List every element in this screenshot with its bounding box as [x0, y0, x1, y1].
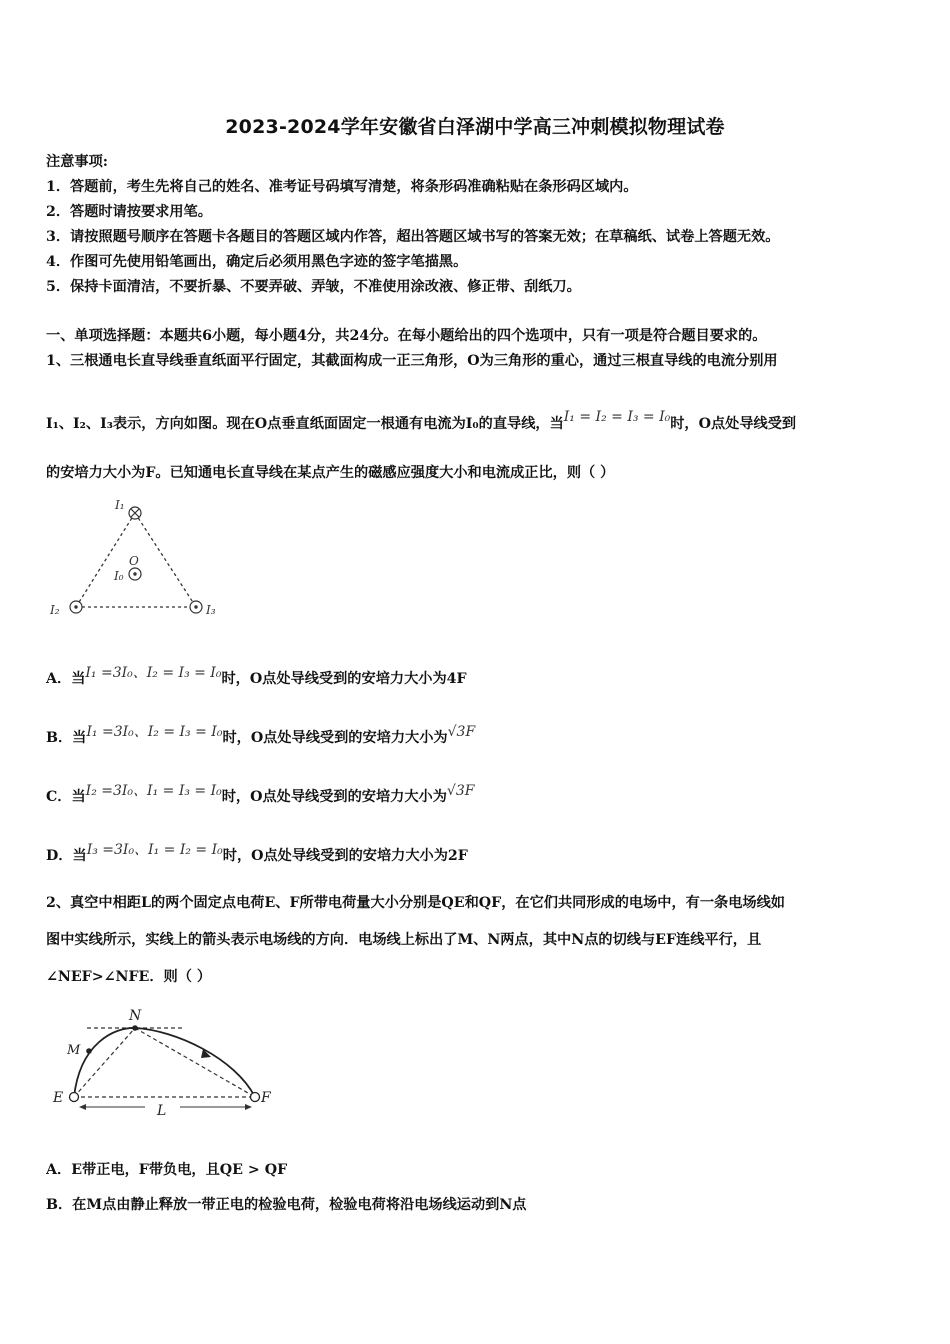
- q1-line-2: [46, 409, 797, 433]
- arrowhead-left-icon: [79, 1104, 86, 1110]
- notice-heading: 注意事项:: [46, 154, 108, 170]
- q1-line-3: 的安培力大小为F。已知通电长直导线在某点产生的磁感应强度大小和电流成正比，则（ ）: [46, 465, 615, 481]
- option-answer-math: √3F: [446, 783, 475, 799]
- q1-line-2-text-a: I₁、I₂、I₃表示，方向如图。现在O点垂直纸面固定一根通有电流为I₀的直导线，当: [46, 416, 564, 432]
- option-label: B．当: [46, 730, 87, 746]
- point-n: [132, 1025, 138, 1031]
- q1-triangle-figure: [40, 495, 230, 625]
- line-nf: [135, 1028, 255, 1097]
- label-o: O: [129, 554, 139, 568]
- label-l: L: [157, 1103, 167, 1119]
- label-m: M: [67, 1043, 81, 1058]
- charge-e: [70, 1093, 79, 1102]
- charge-f: [251, 1093, 260, 1102]
- label-n: N: [129, 1008, 142, 1024]
- q2-option-b: B．在M点由静止释放一带正电的检验电荷，检验电荷将沿电场线运动到N点: [46, 1197, 527, 1213]
- page-title: 2023-2024学年安徽省白泽湖中学高三冲刺模拟物理试卷: [225, 116, 725, 138]
- section-heading: 一、单项选择题：本题共6小题，每小题4分，共24分。在每小题给出的四个选项中，只有一项是符合题目要求的。: [46, 328, 767, 344]
- option-math: I₂ =3I₀、I₁ = I₃ = I₀: [85, 783, 222, 799]
- option-label: A．当: [46, 671, 86, 687]
- wire-i0-out-of-page-icon: [129, 568, 141, 580]
- notice-item-4: 4．作图可先使用铅笔画出，确定后必须用黑色字迹的签字笔描黑。: [46, 254, 468, 270]
- option-math: I₁ =3I₀、I₂ = I₃ = I₀: [85, 665, 222, 681]
- q2-option-a: A．E带正电，F带负电，且QE > QF: [46, 1162, 288, 1178]
- notice-item-3: 3．请按照题号顺序在答题卡各题目的答题区域内作答，超出答题区域书写的答案无效；在草稿纸、试卷上答题无效。: [46, 229, 780, 245]
- notice-item-5: 5．保持卡面清洁，不要折暴、不要弄破、弄皱，不准使用涂改液、修正带、刮纸刀。: [46, 279, 581, 295]
- label-i3: I₃: [206, 603, 216, 617]
- option-text: 时，O点处导线受到的安培力大小为: [221, 789, 447, 805]
- wire-i1-into-page-icon: [129, 507, 141, 519]
- q1-option-b: [46, 724, 476, 747]
- q1-option-d: [46, 842, 468, 865]
- wire-i3-out-of-page-icon: [190, 601, 202, 613]
- point-m: [86, 1048, 92, 1054]
- label-f: F: [261, 1090, 271, 1106]
- q2-line-1: 2、真空中相距L的两个固定点电荷E、F所带电荷量大小分别是QE和QF，在它们共同形成的电场中，有一条电场线如: [46, 895, 785, 911]
- q1-condition-math: I₁ = I₂ = I₃ = I₀: [563, 409, 671, 425]
- option-math: I₃ =3I₀、I₁ = I₂ = I₀: [86, 842, 223, 858]
- q1-line-1: 1、三根通电长直导线垂直纸面平行固定，其截面构成一正三角形，O为三角形的重心，通过三根直导线的电流分别用: [46, 353, 778, 369]
- option-label: C．当: [46, 789, 86, 805]
- option-answer-math: √3F: [447, 724, 476, 740]
- option-math: I₁ =3I₀、I₂ = I₃ = I₀: [86, 724, 223, 740]
- label-i0: I₀: [114, 569, 124, 583]
- option-text: 时，O点处导线受到的安培力大小为: [222, 730, 448, 746]
- label-e: E: [53, 1090, 64, 1106]
- q2-line-2: 图中实线所示，实线上的箭头表示电场线的方向．电场线上标出了M、N两点，其中N点的切线与EF连线平行，且: [46, 932, 762, 948]
- notice-item-1: 1．答题前，考生先将自己的姓名、准考证号码填写清楚，将条形码准确粘贴在条形码区域内。: [46, 179, 638, 195]
- q2-line-3: ∠NEF>∠NFE．则（ ）: [46, 969, 212, 985]
- label-i1: I₁: [115, 498, 125, 512]
- q1-option-c: [46, 783, 475, 806]
- notice-item-2: 2．答题时请按要求用笔。: [46, 204, 212, 220]
- triangle-side-right: [135, 513, 196, 607]
- option-text: 时，O点处导线受到的安培力大小为2F: [222, 848, 468, 864]
- option-label: D．当: [46, 848, 87, 864]
- field-line: [74, 1028, 255, 1097]
- triangle-side-left: [76, 513, 135, 607]
- option-text: 时，O点处导线受到的安培力大小为4F: [221, 671, 467, 687]
- arrowhead-right-icon: [245, 1104, 252, 1110]
- q1-line-2-text-b: 时，O点处导线受到: [670, 416, 797, 432]
- q1-option-a: [46, 665, 467, 688]
- wire-i2-out-of-page-icon: [70, 601, 82, 613]
- label-i2: I₂: [50, 603, 60, 617]
- q2-field-line-figure: [45, 1003, 285, 1123]
